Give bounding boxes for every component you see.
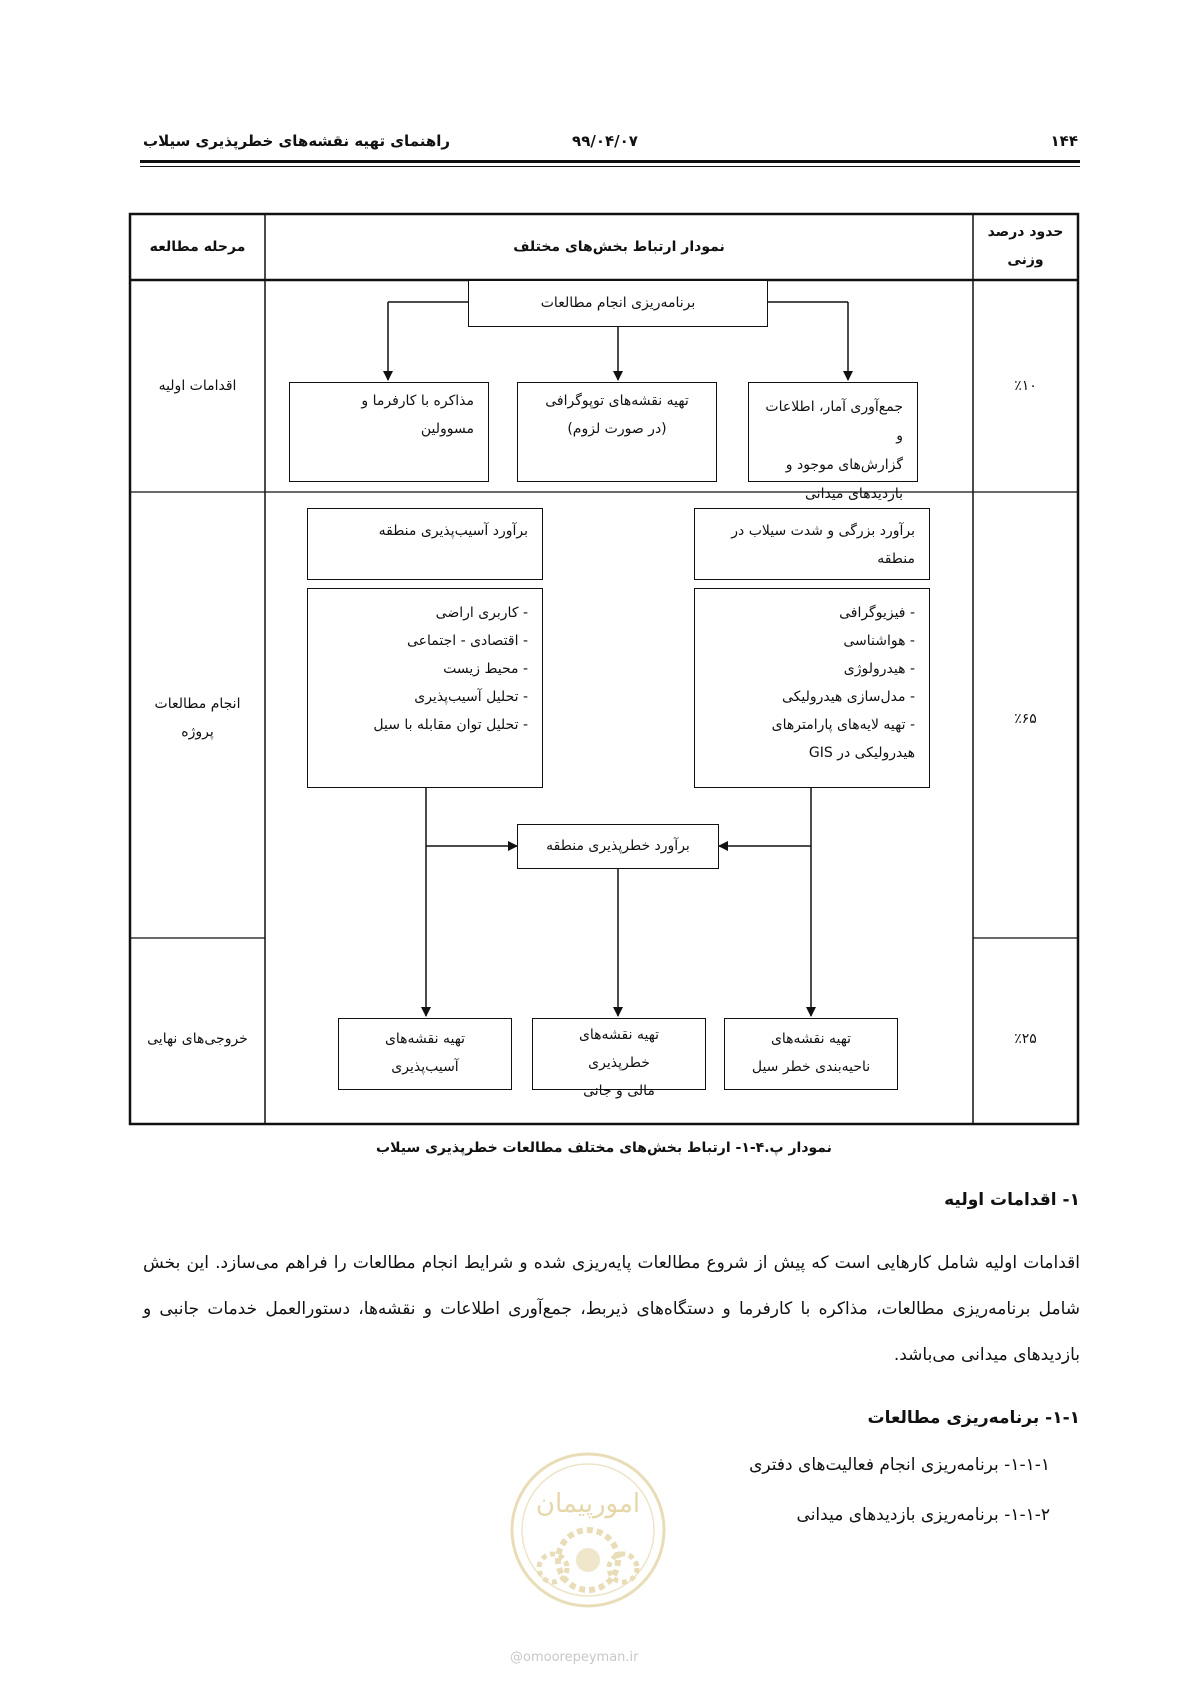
box-data-collection-line3: بازدیدهای میدانی	[805, 486, 903, 502]
box-data-collection-line1: جمع‌آوری آمار، اطلاعات و	[765, 399, 903, 444]
stage-outputs: خروجی‌های نهایی	[147, 1031, 248, 1047]
box-zoning-map	[724, 1018, 898, 1090]
box-vulnerability-map-line2: آسیب‌پذیری	[391, 1059, 459, 1075]
col-header-diagram: نمودار ارتباط بخش‌های مختلف	[513, 239, 725, 255]
weight-project: ٪۶۵	[1014, 711, 1037, 727]
stage-initial: اقدامات اولیه	[158, 378, 237, 394]
flood-item-3: - هیدرولوژی	[843, 661, 915, 677]
box-risk-estimate: برآورد خطرپذیری منطقه	[517, 824, 719, 869]
list-item-1-1-1: ۱-۱-۱- برنامه‌ریزی انجام فعالیت‌های دفتری	[749, 1455, 1050, 1475]
watermark-logo-text: امورپیمان	[535, 1489, 641, 1519]
box-zoning-map-line1: تهیه نقشه‌های	[770, 1031, 852, 1047]
col-header-weight-line2: وزنی	[1007, 252, 1044, 268]
stage-project-line2: پروژه	[181, 724, 214, 740]
weight-outputs: ٪۲۵	[1014, 1031, 1037, 1047]
box-flood-items	[694, 588, 930, 788]
box-data-collection-line2: گزارش‌های موجود و	[785, 457, 903, 473]
box-flood-title	[694, 508, 930, 580]
vuln-item-5: - تحلیل توان مقابله با سیل	[373, 717, 528, 733]
col-header-stage: مرحله مطالعه	[149, 239, 246, 255]
page-number: ۱۴۴	[1050, 132, 1078, 150]
box-vulnerability-title: برآورد آسیب‌پذیری منطقه	[307, 508, 543, 580]
section-heading-1: ۱- اقدامات اولیه	[944, 1190, 1080, 1210]
flood-item-4: - مدل‌سازی هیدرولیکی	[781, 689, 915, 705]
box-topography-line1: تهیه نقشه‌های توپوگرافی	[545, 393, 689, 409]
col-header-weight-line1: حدود درصد	[987, 224, 1064, 240]
vuln-item-2: - اقتصادی - اجتماعی	[406, 633, 528, 649]
weight-initial: ٪۱۰	[1014, 378, 1037, 394]
flood-item-2: - هواشناسی	[843, 633, 915, 649]
stage-project	[130, 690, 265, 746]
box-risk-map	[532, 1018, 706, 1099]
box-zoning-map-line2: ناحیه‌بندی خطر سیل	[751, 1059, 871, 1075]
header-title: راهنمای تهیه نقشه‌های خطرپذیری سیلاب	[143, 132, 451, 150]
vuln-item-4: - تحلیل آسیب‌پذیری	[414, 689, 528, 705]
section-heading-1-1: ۱-۱- برنامه‌ریزی مطالعات	[867, 1408, 1080, 1428]
flood-item-1: - فیزیوگرافی	[839, 605, 915, 621]
box-topography	[517, 382, 717, 482]
box-flood-title-line1: برآورد بزرگی و شدت سیلاب در	[731, 523, 915, 539]
header-date: ۹۹/۰۴/۰۷	[572, 132, 638, 150]
watermark-url: @omoorepeyman.ir	[510, 1650, 639, 1665]
vuln-item-1: - کاربری اراضی	[435, 605, 528, 621]
box-risk-map-line1: تهیه نقشه‌های خطرپذیری	[578, 1027, 660, 1071]
box-risk-map-line2: مالی و جانی	[583, 1083, 655, 1099]
box-vulnerability-map	[338, 1018, 512, 1090]
flood-item-6: هیدرولیکی در GIS	[808, 745, 915, 761]
box-vulnerability-items	[307, 588, 543, 788]
box-flood-title-line2: منطقه	[877, 551, 915, 567]
vuln-item-3: - محیط زیست	[443, 661, 528, 677]
list-item-1-1-2: ۱-۱-۲- برنامه‌ریزی بازدیدهای میدانی	[796, 1505, 1050, 1525]
box-data-collection	[748, 382, 918, 502]
col-header-weight	[973, 218, 1078, 274]
box-negotiation: مذاکره با کارفرما و مسوولین	[289, 382, 489, 482]
box-vulnerability-map-line1: تهیه نقشه‌های	[384, 1031, 466, 1047]
stage-project-line1: انجام مطالعات	[154, 696, 241, 712]
box-topography-line2: (در صورت لزوم)	[567, 421, 667, 437]
section-paragraph-1: اقدامات اولیه شامل کارهایی است که پیش از شروع مطالعات پایه‌ریزی شده و شرایط انجام مطالعات را فراهم می‌سازد. این بخش شامل برنامه‌ریزی مطالعات، مذاکره با کارفرما و دستگاه‌های ذیربط، جمع‌آوری اطلاعات و نقشه‌ها، دستورالعمل خدمات جانبی و بازدیدهای میدانی می‌باشد.	[143, 1253, 1080, 1365]
flood-item-5: - تهیه لایه‌های پارامترهای	[771, 717, 915, 733]
watermark-logo	[508, 1450, 668, 1610]
box-planning: برنامه‌ریزی انجام مطالعات	[468, 280, 768, 327]
figure-caption: نمودار پ.۴-۱- ارتباط بخش‌های مختلف مطالعات خطرپذیری سیلاب	[376, 1140, 832, 1156]
